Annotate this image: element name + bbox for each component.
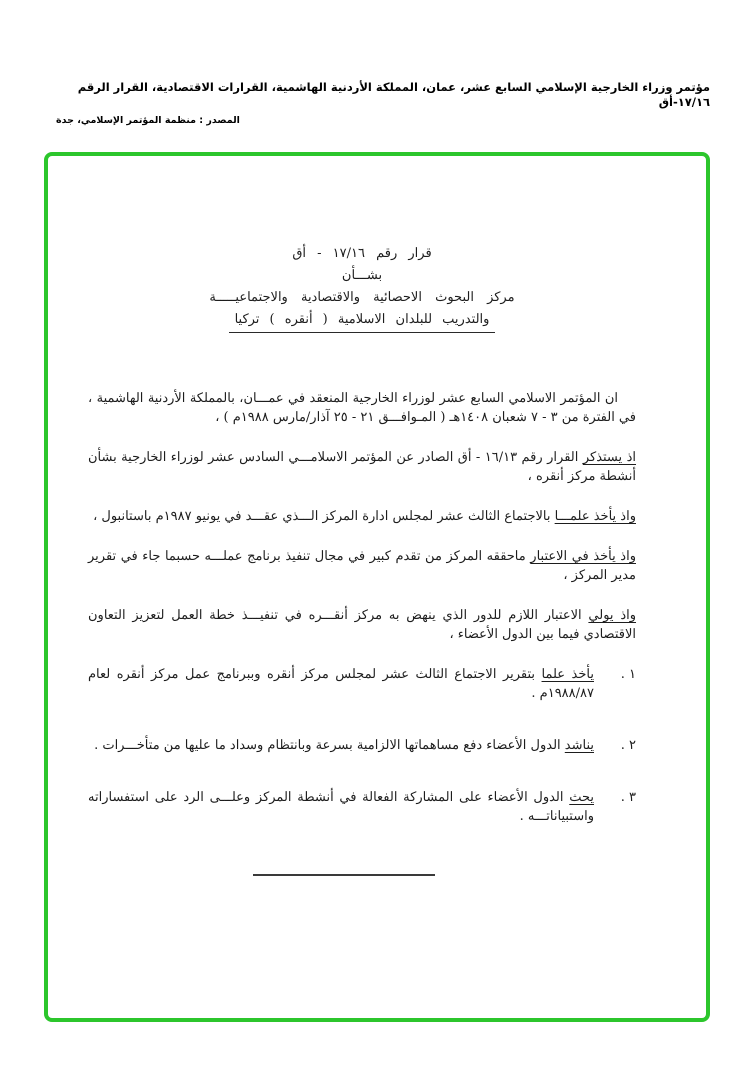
- resolution-subject-line2: والتدريب للبلدان الاسلامية ( أنقره ) تركيا: [229, 310, 496, 333]
- operative-items: [88, 665, 636, 826]
- preamble-text-4: ماحققه المركز من تقدم كبير في مجال تنفيذ برنامج عملـــه حسبما جاء في تقرير مدير المركز ،: [88, 549, 636, 583]
- preamble-text-5: الاعتبار اللازم للدور الذي ينهض به مركز أنقـــره في تنفيـــذ خطة العمل لتعزيز التعاون الاقتصادي فيما بين الدول الأعضاء ،: [88, 608, 636, 642]
- preamble-lead-2: اذ يستذكر: [582, 450, 637, 465]
- resolution-regarding: بشـــأن: [341, 268, 383, 283]
- scan-frame: [44, 152, 710, 1022]
- preamble-lead-5: واذ يولي: [588, 608, 637, 623]
- item-number-2: ٢ .: [620, 738, 636, 753]
- item-text-3: الدول الأعضاء على المشاركة الفعالة في أنشطة المركز وعلـــى الرد على استفساراته واستبياناتـــه .: [88, 790, 594, 824]
- header-source: المصدر : منظمة المؤتمر الإسلامي، جدة: [56, 115, 240, 126]
- item-number-3: ٣ .: [620, 790, 636, 805]
- resolution-number: قرار رقم ١٧/١٦ - أق: [292, 246, 432, 261]
- resolution-title: [88, 244, 636, 333]
- preamble-paragraph-2: [88, 448, 636, 486]
- preamble-paragraph-5: [88, 606, 636, 644]
- item-lead-1: يأخذ علما: [541, 667, 594, 682]
- resolution-subject-line1: مركز البحوث الاحصائية والاقتصادية والاجتماعيـــــة: [209, 290, 515, 305]
- resolution-subject-line2-wrap: [88, 310, 636, 333]
- preamble-lead-3: واذ يأخذ علمـــا: [554, 509, 636, 524]
- closing-rule: [253, 874, 435, 876]
- preamble-text-1: ان المؤتمر الاسلامي السابع عشر لوزراء الخارجية المنعقد في عمـــان، بالمملكة الأردنية الهاشمية ، في الفترة من ٣ - ٧ شعبان ١٤٠٨هـ ( المـوافـــق ٢١ - ٢٥ آذار/مارس ١٩٨٨م ) ،: [88, 391, 636, 425]
- preamble-paragraph-1: [88, 389, 636, 427]
- preamble-lead-4: واذ يأخذ في الاعتبار: [530, 549, 636, 564]
- item-number-1: ١ .: [620, 667, 636, 682]
- preamble-text-2: القرار رقم ١٦/١٣ - أق الصادر عن المؤتمر الاسلامـــي السادس عشر لوزراء الخارجية بشأن أنشطة مركز أنقره ،: [88, 450, 636, 484]
- item-lead-2: يناشد: [564, 738, 594, 753]
- preamble-paragraph-4: [88, 547, 636, 585]
- item-body-2: [88, 736, 594, 755]
- header-title: مؤتمر وزراء الخارجية الإسلامي السابع عشر، عمان، المملكة الأردنية الهاشمية، القرارات الاقتصادية، القرار الرقم ١٧/١٦-أق: [77, 80, 710, 109]
- preamble-text-3: بالاجتماع الثالث عشر لمجلس ادارة المركز الـــذي عقـــد في يونيو ١٩٨٧م باستانبول ،: [93, 509, 551, 524]
- item-body-3: [88, 788, 594, 826]
- item-text-1: بتقرير الاجتماع الثالث عشر لمجلس مركز أنقره وببرنامج عمل مركز أنقره لعام ١٩٨٨/٨٧م .: [88, 667, 594, 701]
- document-header: [42, 80, 710, 126]
- preamble-paragraph-3: [88, 507, 636, 526]
- item-body-1: [88, 665, 594, 703]
- operative-item-2: [88, 736, 636, 755]
- item-text-2: الدول الأعضاء دفع مساهماتها الالزامية بسرعة وبانتظام وسداد ما عليها من متأخـــرات .: [94, 738, 561, 753]
- operative-item-3: [88, 788, 636, 826]
- item-lead-3: يحث: [569, 790, 595, 805]
- scanned-document: [48, 156, 706, 876]
- operative-item-1: [88, 665, 636, 703]
